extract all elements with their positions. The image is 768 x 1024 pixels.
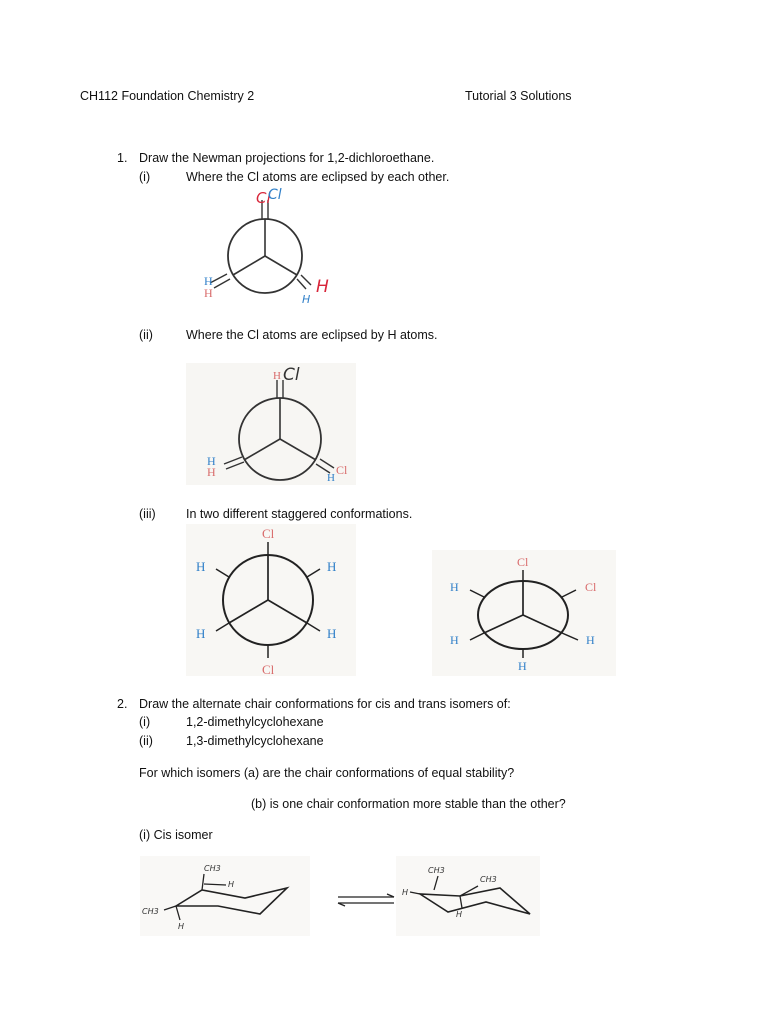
- atom-label: Cl: [283, 365, 300, 385]
- chair-conformation-1: [140, 856, 310, 936]
- atom-label: H: [273, 370, 281, 382]
- q1-part-text: Where the Cl atoms are eclipsed by each other.: [186, 170, 450, 184]
- bond: [301, 275, 311, 285]
- atom-label: H: [196, 626, 206, 641]
- q2-number: 2.: [117, 697, 128, 711]
- q1-part-text: Where the Cl atoms are eclipsed by H atoms.: [186, 328, 438, 342]
- figure-background: [186, 524, 356, 676]
- group-label: H: [228, 880, 235, 889]
- q1-number: 1.: [117, 151, 128, 165]
- atom-label: H: [302, 293, 311, 306]
- newman-staggered-gauche: [432, 550, 616, 676]
- newman-staggered-anti: [186, 524, 356, 676]
- atom-label: H: [207, 465, 216, 479]
- newman-cl-eclipsed-by-h: [186, 363, 356, 485]
- bond: [233, 256, 265, 275]
- atom-label: Cl: [262, 662, 275, 676]
- atom-label: H: [586, 633, 595, 647]
- group-label: H: [178, 922, 185, 931]
- q2-text: Draw the alternate chair conformations for cis and trans isomers of:: [139, 697, 511, 711]
- q1-part-label: (ii): [139, 328, 153, 342]
- q1-part-label: (i): [139, 170, 151, 184]
- newman-eclipsed-cl-cl: [190, 186, 340, 314]
- q2-part-label: (i): [139, 715, 151, 729]
- group-label: CH3: [142, 907, 159, 916]
- atom-label: H: [327, 559, 337, 574]
- figure-background: [140, 856, 310, 936]
- atom-label: Cl: [585, 580, 597, 594]
- figure-background: [396, 856, 540, 936]
- bond: [265, 256, 297, 275]
- atom-label: Cl: [517, 555, 529, 569]
- atom-label: Cl: [256, 189, 271, 207]
- atom-label: Cl: [336, 463, 348, 477]
- cis-isomer-heading: (i) Cis isomer: [139, 828, 213, 842]
- q2-question-a: For which isomers (a) are the chair conformations of equal stability?: [139, 766, 515, 780]
- atom-label: Cl: [268, 187, 282, 203]
- q2-part-label: (ii): [139, 734, 153, 748]
- atom-label: H: [316, 277, 329, 297]
- atom-label: H: [450, 580, 459, 594]
- document-title: Tutorial 3 Solutions: [465, 89, 572, 103]
- atom-label: H: [327, 626, 337, 641]
- chair-conformation-2: [396, 856, 540, 936]
- group-label: H: [456, 910, 463, 919]
- atom-label: H: [207, 454, 216, 468]
- bond: [297, 279, 306, 289]
- atom-label: H: [204, 286, 213, 300]
- q2-question-b: (b) is one chair conformation more stable than the other?: [251, 797, 566, 811]
- group-label: CH3: [428, 866, 445, 875]
- atom-label: H: [450, 633, 459, 647]
- q1-part-label: (iii): [139, 507, 156, 521]
- atom-label: H: [518, 659, 527, 673]
- course-title: CH112 Foundation Chemistry 2: [80, 89, 255, 103]
- atom-label: H: [196, 559, 206, 574]
- q1-part-text: In two different staggered conformations.: [186, 507, 413, 521]
- group-label: CH3: [204, 864, 221, 873]
- q2-part-text: 1,2-dimethylcyclohexane: [186, 715, 324, 729]
- atom-label: H: [204, 274, 213, 288]
- atom-label: Cl: [262, 526, 275, 541]
- atom-label: H: [327, 472, 335, 484]
- group-label: H: [402, 888, 409, 897]
- group-label: CH3: [480, 875, 497, 884]
- q2-part-text: 1,3-dimethylcyclohexane: [186, 734, 324, 748]
- q1-text: Draw the Newman projections for 1,2-dichloroethane.: [139, 151, 435, 165]
- equilibrium-arrow: [336, 893, 398, 907]
